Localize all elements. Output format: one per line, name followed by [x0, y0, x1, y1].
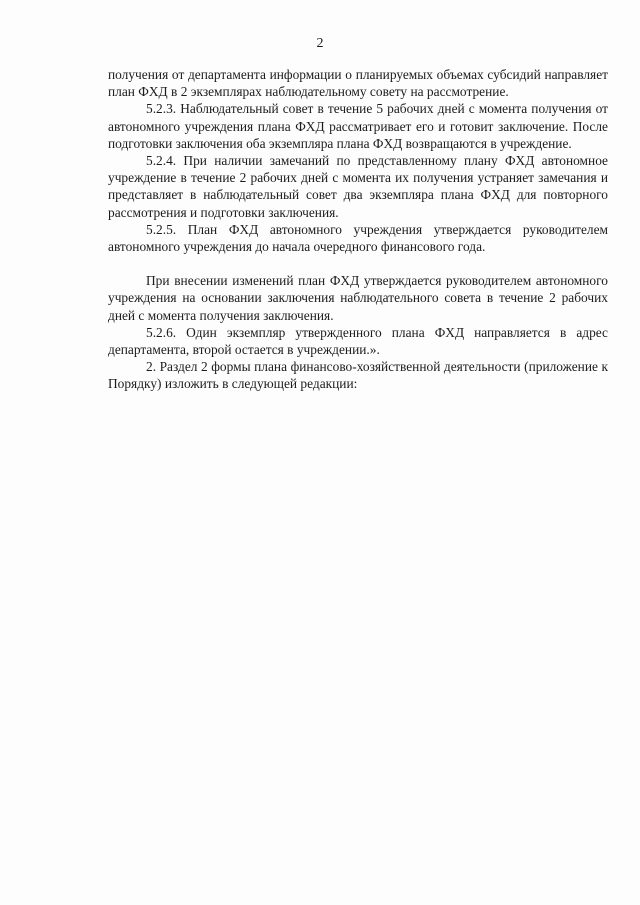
- paragraph-section-2: 2. Раздел 2 формы плана финансово-хозяйственной деятельности (приложение к Порядку) изложить в следующей редакции:: [108, 359, 608, 392]
- document-body: [108, 66, 608, 393]
- paragraph-5-2-3: 5.2.3. Наблюдательный совет в течение 5 рабочих дней с момента получения от автономного учреждения плана ФХД рассматривает его и готовит заключение. После подготовки заключения оба экземпляра плана ФХД возвращаются в учреждение.: [108, 101, 608, 151]
- paragraph-continuation: получения от департамента информации о планируемых объемах субсидий направляет план ФХД в 2 экземплярах наблюдательному совету на рассмотрение.: [108, 67, 608, 100]
- page-number: 2: [316, 36, 324, 51]
- paragraph-5-2-6: 5.2.6. Один экземпляр утвержденного плана ФХД направляется в адрес департамента, второй остается в учреждении.».: [108, 324, 608, 358]
- paragraph-amendments: При внесении изменений план ФХД утверждается руководителем автономного учреждения на основании заключения наблюдательного совета в течение 2 рабочих дней с момента получения заключения.: [108, 273, 608, 323]
- paragraph-5-2-5: 5.2.5. План ФХД автономного учреждения утверждается руководителем автономного учреждения до начала очередного финансового года.: [108, 221, 608, 255]
- paragraph-5-2-4: 5.2.4. При наличии замечаний по представленному плану ФХД автономное учреждение в течение 2 рабочих дней с момента их получения устраняет замечания и представляет в наблюдательный совет два экземпляра плана ФХД для повторного рассмотрения и подготовки заключения.: [108, 153, 608, 220]
